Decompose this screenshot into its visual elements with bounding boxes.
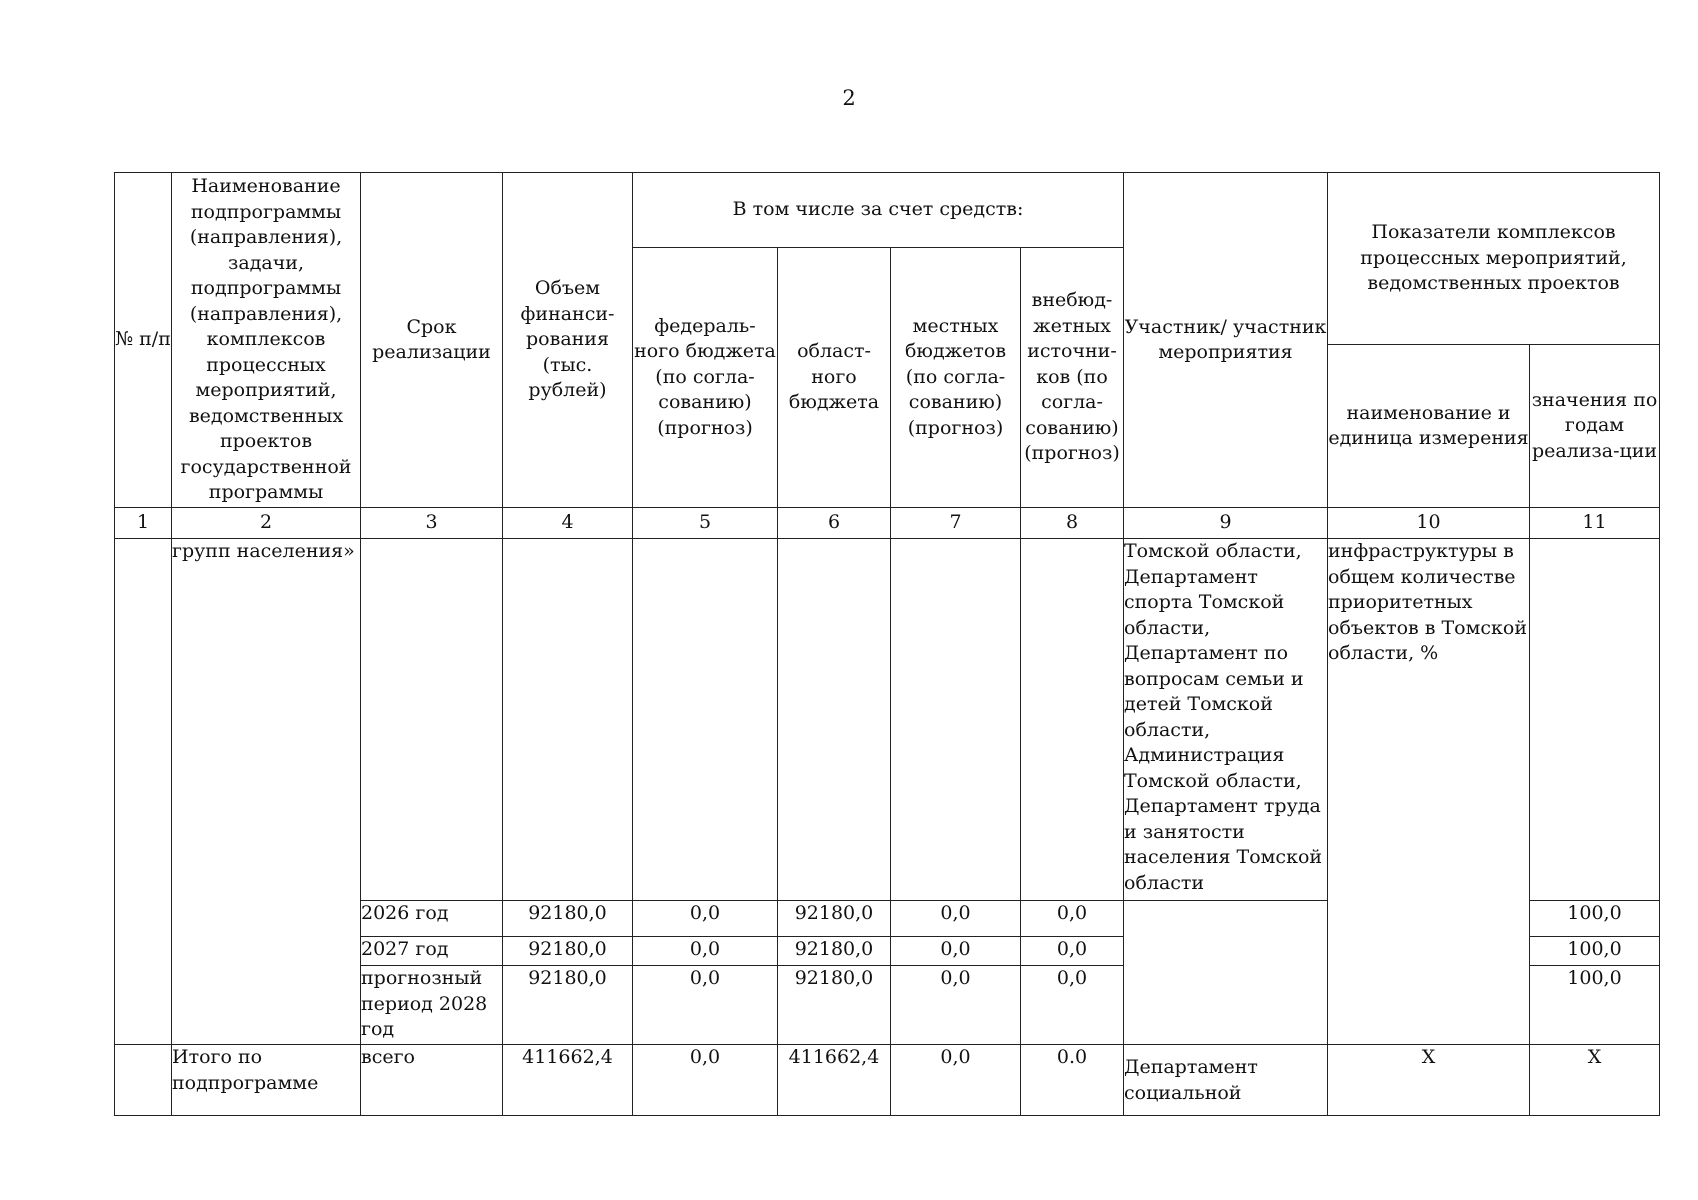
period-cell: всего (361, 1045, 503, 1116)
financing-table (114, 172, 1660, 1116)
local-cell: 0,0 (891, 966, 1021, 1045)
federal-cell: 0,0 (633, 901, 778, 937)
header-col6: област-ного бюджета (778, 248, 891, 508)
participants-empty-cell (1124, 901, 1328, 1045)
column-number: 9 (1124, 508, 1328, 539)
local-cell: 0,0 (891, 1045, 1021, 1116)
extra-cell: 0,0 (1021, 901, 1124, 937)
total-cell: 92180,0 (503, 937, 633, 966)
header-col2: Наименование подпрограммы (направления), задачи, подпрограммы (направления), комплексов процессных мероприятий, ведомственных проектов государственной программы (172, 173, 361, 508)
federal-cell: 0,0 (633, 966, 778, 1045)
regional-cell: 92180,0 (778, 901, 891, 937)
indicator-value-cell: 100,0 (1530, 901, 1660, 937)
regional-cell: 92180,0 (778, 966, 891, 1045)
column-number: 7 (891, 508, 1021, 539)
column-number: 2 (172, 508, 361, 539)
column-number: 8 (1021, 508, 1124, 539)
indicator-value-cell: 100,0 (1530, 937, 1660, 966)
total-row-name: Итого по подпрограмме (172, 1045, 361, 1116)
header-col9: Участник/ участник мероприятия (1124, 173, 1328, 508)
column-number: 3 (361, 508, 503, 539)
indicator-value-cell: 100,0 (1530, 966, 1660, 1045)
header-col7: местных бюджетов (по согла-сованию) (прогноз) (891, 248, 1021, 508)
subprogram-name: групп населения» (172, 539, 361, 1045)
header-col11: значения по годам реализа-ции (1530, 345, 1660, 508)
column-number: 11 (1530, 508, 1660, 539)
period-cell: 2026 год (361, 901, 503, 937)
column-number: 10 (1328, 508, 1530, 539)
regional-cell: 92180,0 (778, 937, 891, 966)
participant-cell: Департамент социальной (1124, 1045, 1328, 1116)
header-col3: Срок реализации (361, 173, 503, 508)
total-cell: 92180,0 (503, 966, 633, 1045)
column-number: 5 (633, 508, 778, 539)
indicator-name-cell: X (1328, 1045, 1530, 1116)
header-group-indicators: Показатели комплексов процессных мероприятий, ведомственных проектов (1328, 173, 1660, 345)
total-cell: 411662,4 (503, 1045, 633, 1116)
header-col1: № п/п (115, 173, 172, 508)
block-description-row (115, 539, 1660, 901)
header-col10: наименование и единица измерения (1328, 345, 1530, 508)
local-cell: 0,0 (891, 901, 1021, 937)
extra-cell: 0,0 (1021, 966, 1124, 1045)
column-numbers-row (115, 508, 1660, 539)
column-number: 6 (778, 508, 891, 539)
federal-cell: 0,0 (633, 1045, 778, 1116)
participants-cell: Томской области, Департамент спорта Томской области, Департамент по вопросам семьи и детей Томской области, Администрация Томской области, Департамент труда и занятости населения Томской области (1124, 539, 1328, 901)
header-group-funds: В том числе за счет средств: (633, 173, 1124, 248)
page-number: 2 (842, 86, 856, 110)
column-number: 1 (115, 508, 172, 539)
indicator-name: инфраструктуры в общем количестве приоритетных объектов в Томской области, % (1328, 539, 1530, 1045)
period-cell: 2027 год (361, 937, 503, 966)
total-cell: 92180,0 (503, 901, 633, 937)
header-col4: Объем финанси-рования (тыс. рублей) (503, 173, 633, 508)
total-row (115, 1045, 1660, 1116)
indicator-value-cell: X (1530, 1045, 1660, 1116)
row-number-cell (115, 1045, 172, 1116)
federal-cell: 0,0 (633, 937, 778, 966)
extra-cell: 0,0 (1021, 937, 1124, 966)
header-col8: внебюд-жетных источни-ков (по согла-сованию) (прогноз) (1021, 248, 1124, 508)
extra-cell: 0.0 (1021, 1045, 1124, 1116)
header-col5: федераль-ного бюджета (по согла-сованию) (прогноз) (633, 248, 778, 508)
regional-cell: 411662,4 (778, 1045, 891, 1116)
local-cell: 0,0 (891, 937, 1021, 966)
period-cell: прогнозный период 2028 год (361, 966, 503, 1045)
column-number: 4 (503, 508, 633, 539)
row-number-cell (115, 539, 172, 1045)
